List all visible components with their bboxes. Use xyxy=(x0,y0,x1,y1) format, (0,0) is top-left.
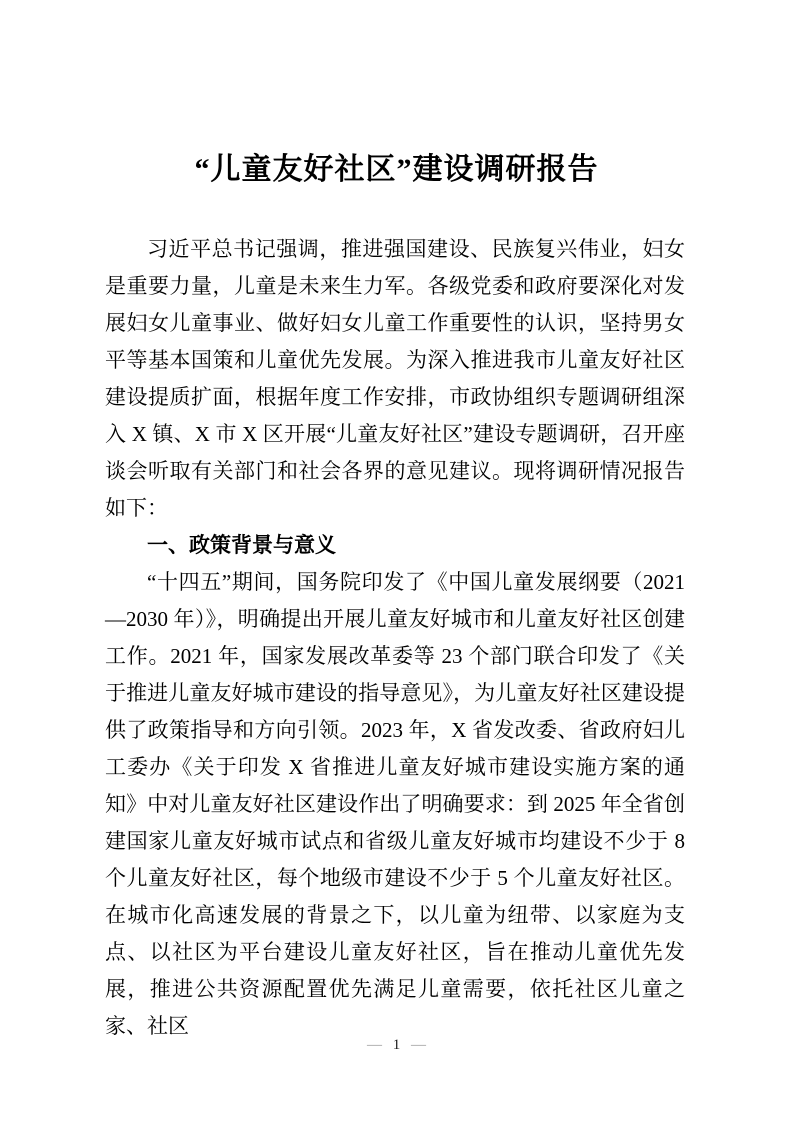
document-body xyxy=(105,231,685,1045)
footer-dash-right: — xyxy=(411,1037,426,1053)
paragraph-intro: 习近平总书记强调，推进强国建设、民族复兴伟业，妇女是重要力量，儿童是未来生力军。各级党委和政府要深化对发展妇女儿童事业、做好妇女儿童工作重要性的认识，坚持男女平等基本国策和儿童优先发展。为深入推进我市儿童友好社区建设提质扩面，根据年度工作安排，市政协组织专题调研组深入 X 镇、X 市 X 区开展“儿童友好社区”建设专题调研，召开座谈会听取有关部门和社会各界的意见建议。现将调研情况报告如下： xyxy=(105,237,685,520)
page-footer xyxy=(0,1034,793,1056)
footer-dash-left: — xyxy=(367,1037,382,1053)
document-title: “儿童友好社区”建设调研报告 xyxy=(194,153,599,186)
page-number: 1 xyxy=(392,1037,401,1053)
paragraph-policy-background: “十四五”期间，国务院印发了《中国儿童发展纲要（2021—2030 年）》，明确提出开展儿童友好城市和儿童友好社区创建工作。2021 年，国家发展改革委等 23 个部门联合印发了《关于推进儿童友好城市建设的指导意见》，为儿童友好社区建设提供了政策指导和方向引领。2023 年，X 省发改委、省政府妇儿工委办《关于印发 X 省推进儿童友好城市建设实施方案的通知》中对儿童友好社区建设作出了明确要求：到 2025 年全省创建国家儿童友好城市试点和省级儿童友好城市均建设不少于 8 个儿童友好社区，每个地级市建设不少于 5 个儿童友好社区。在城市化高速发展的背景之下，以儿童为纽带、以家庭为支点、以社区为平台建设儿童友好社区，旨在推动儿童优先发展，推进公共资源配置优先满足儿童需要，依托社区儿童之家、社区 xyxy=(105,570,685,1038)
section-heading-policy-background: 一、政策背景与意义 xyxy=(147,533,336,557)
